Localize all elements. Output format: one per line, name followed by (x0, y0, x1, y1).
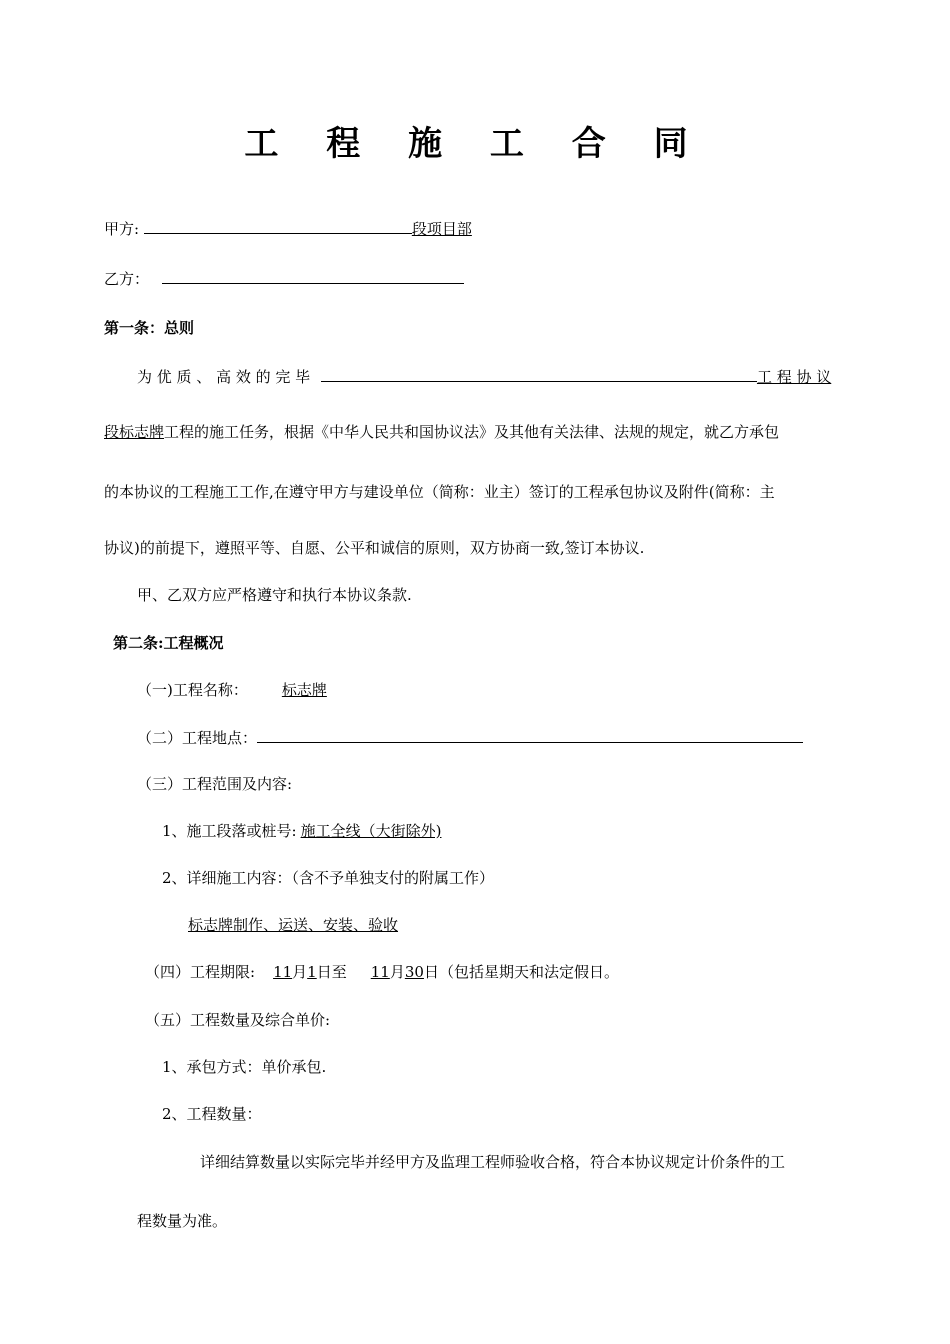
party-b-blank (162, 268, 464, 284)
construction-section-label: 1、施工段落或桩号: (162, 822, 297, 840)
party-a-suffix: 段项目部 (411, 220, 472, 238)
detail-content-line (162, 915, 398, 935)
party-a-blank (144, 218, 412, 234)
party-b-label: 乙方： (104, 270, 150, 288)
art1-paragraph-2: 甲、乙双方应严格遵守和执行本协议条款. (137, 586, 412, 604)
start-month: 11 (273, 963, 293, 981)
quantity-text-line-2: 程数量为准。 (137, 1212, 228, 1230)
construction-section-line (162, 821, 441, 841)
end-month: 11 (370, 963, 390, 981)
page-title: 工 程 施 工 合 同 (244, 124, 706, 164)
art1-p1-start: 为 优 质 、 高 效 的 完 毕 (137, 368, 311, 386)
project-location-blank (257, 727, 803, 743)
end-day: 30 (404, 963, 424, 981)
detail-content-label: 2、详细施工内容：（含不予单独支付的附属工作） (162, 869, 495, 887)
art1-p1-l2-underlined: 段标志牌 (104, 423, 165, 441)
art1-paragraph-line-4: 协议)的前提下，遵照平等、自愿、公平和诚信的原则，双方协商一致,签订本协议. (104, 539, 645, 557)
party-b-line (104, 268, 464, 289)
project-name-line (137, 680, 327, 700)
project-location-line (137, 727, 803, 748)
article-2-heading: 第二条:工程概况 (113, 634, 224, 652)
detail-content-value: 标志牌制作、运送、安装、验收 (188, 916, 399, 934)
project-name-label: （一)工程名称： (137, 681, 248, 699)
construction-section-value: 施工全线（大街除外) (300, 822, 442, 840)
art1-paragraph-line-1 (137, 366, 864, 387)
art1-paragraph-line-2 (104, 422, 864, 442)
article-1-heading: 第一条：总则 (104, 319, 195, 337)
period-to: 日至 (316, 963, 347, 981)
art1-p1-end: 工 程 协 议 (756, 368, 832, 386)
project-name-value: 标志牌 (281, 681, 327, 699)
period-note: 日（包括星期天和法定假日。 (423, 963, 619, 981)
project-period-label: （四）工程期限: (145, 963, 256, 981)
project-scope-label: （三）工程范围及内容: (137, 775, 293, 793)
party-a-line (104, 218, 472, 239)
project-location-label: （二）工程地点： (137, 729, 258, 747)
start-day: 1 (307, 963, 317, 981)
art1-paragraph-line-3: 的本协议的工程施工工作,在遵守甲方与建设单位（简称：业主）签订的工程承包协议及附件(简称：主 (104, 483, 775, 501)
art1-p1-l2-rest: 工程的施工任务，根据《中华人民共和国协议法》及其他有关法律、法规的规定，就乙方承包 (164, 423, 780, 441)
contract-mode: 1、承包方式：单价承包. (162, 1058, 327, 1076)
quantity-price-label: （五）工程数量及综合单价: (145, 1011, 331, 1029)
month-char-1: 月 (292, 963, 308, 981)
project-period-line (145, 962, 619, 982)
quantity-sub-label: 2、工程数量： (162, 1105, 262, 1123)
project-name-blank (321, 366, 757, 382)
party-a-label: 甲方: (104, 220, 140, 238)
quantity-text-line-1: 详细结算数量以实际完毕并经甲方及监理工程师验收合格，符合本协议规定计价条件的工 (200, 1153, 786, 1171)
month-char-2: 月 (389, 963, 405, 981)
